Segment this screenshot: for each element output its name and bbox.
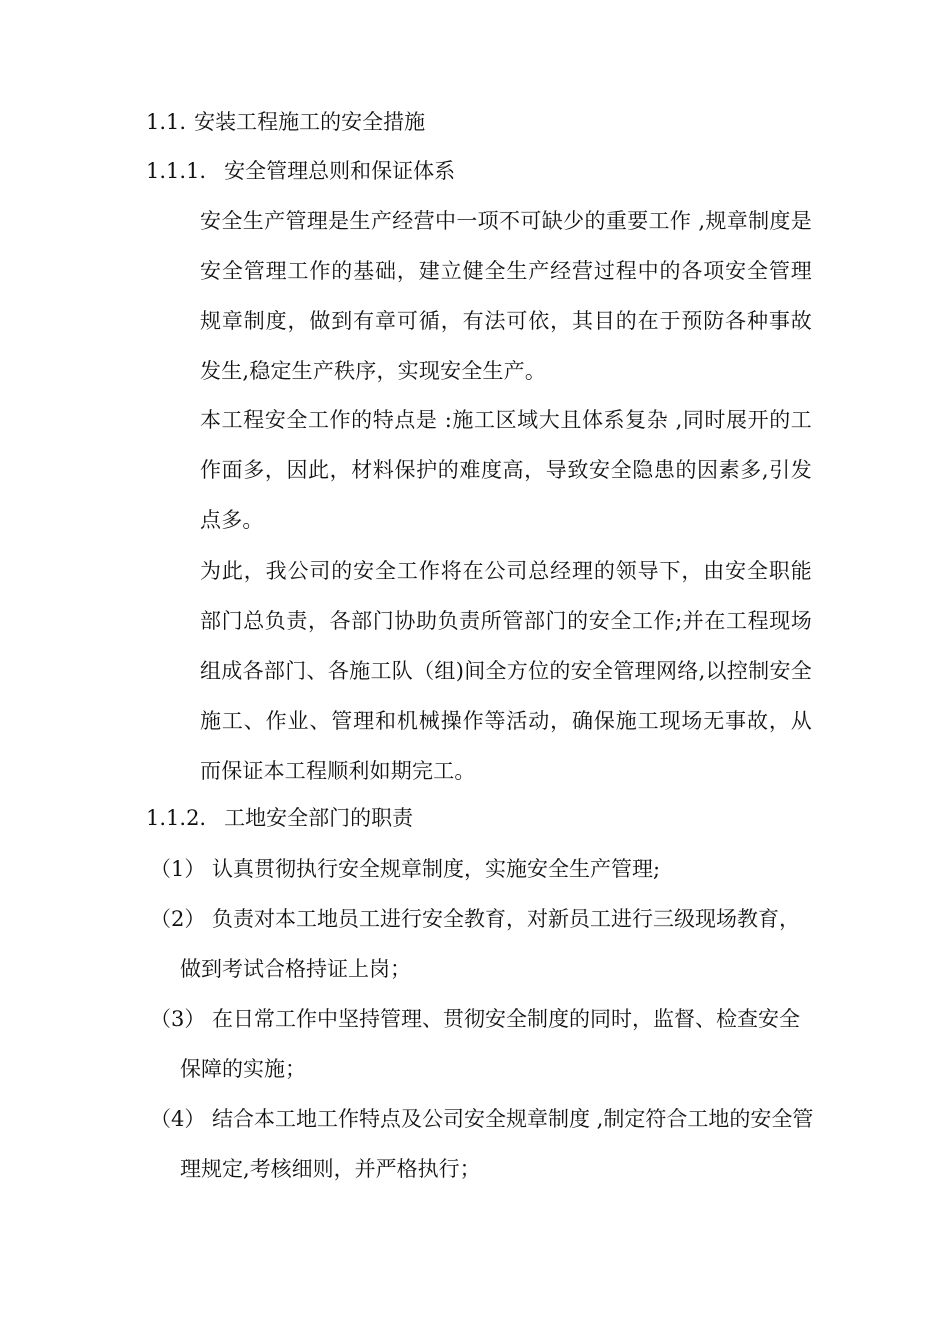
list-item-number: （1） <box>150 857 206 881</box>
subsection-number: 1.1.2. <box>146 806 207 830</box>
list-item <box>150 894 818 994</box>
subsection-title: 安全管理总则和保证体系 <box>224 159 456 183</box>
list-item <box>150 844 818 894</box>
list-item-text: 负责对本工地员工进行安全教育，对新员工进行三级现场教育，做到考试合格持证上岗； <box>180 907 800 981</box>
subsection-heading-1 <box>146 157 455 185</box>
list-item-number: （3） <box>150 1007 206 1031</box>
section-heading <box>146 108 425 136</box>
list-item-number: （4） <box>150 1107 206 1131</box>
paragraph-3: 为此，我公司的安全工作将在公司总经理的领导下，由安全职能部门总负责，各部门协助负责所管部门的安全工作;并在工程现场组成各部门、各施工队（组)间全方位的安全管理网络,以控制安全施工、作业、管理和机械操作等活动，确保施工现场无事故，从而保证本工程顺利如期完工。 <box>200 559 812 783</box>
list-item <box>150 1094 818 1194</box>
subsection-number: 1.1.1. <box>146 159 207 183</box>
list-item-text: 在日常工作中坚持管理、贯彻安全制度的同时，监督、检查安全保障的实施； <box>180 1007 800 1081</box>
subsection-heading-2 <box>146 804 413 832</box>
section-number: 1.1. <box>146 110 187 134</box>
list-item-text: 结合本工地工作特点及公司安全规章制度 ,制定符合工地的安全管理规定,考核细则，并严格执行； <box>180 1107 814 1181</box>
subsection-title: 工地安全部门的职责 <box>224 806 414 830</box>
list-item <box>150 994 818 1094</box>
list-item-text: 认真贯彻执行安全规章制度，实施安全生产管理; <box>212 857 661 881</box>
paragraph-1: 安全生产管理是生产经营中一项不可缺少的重要工作 ,规章制度是安全管理工作的基础，建立健全生产经营过程中的各项安全管理规章制度，做到有章可循，有法可依，其目的在于预防各种事故发生,稳定生产秩序，实现安全生产。 <box>200 209 812 383</box>
paragraph-2: 本工程安全工作的特点是 :施工区域大且体系复杂 ,同时展开的工作面多，因此，材料保护的难度高，导致安全隐患的因素多,引发点多。 <box>200 408 812 532</box>
section-title: 安装工程施工的安全措施 <box>194 110 426 134</box>
list-item-number: （2） <box>150 907 206 931</box>
